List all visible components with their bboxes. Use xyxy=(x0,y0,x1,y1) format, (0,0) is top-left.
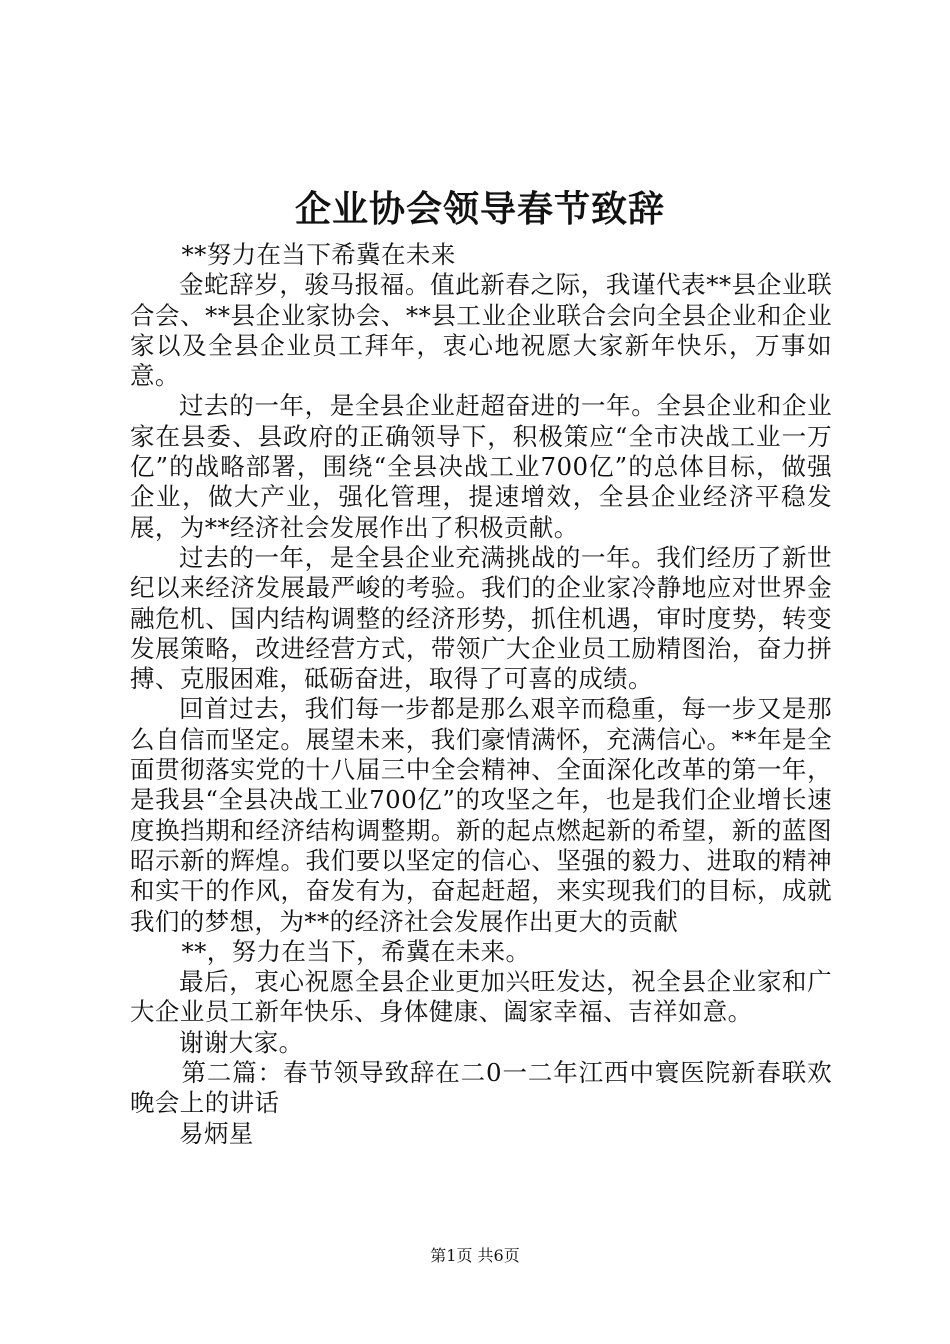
paragraph: 最后，衷心祝愿全县企业更加兴旺发达，祝全县企业家和广大企业员工新年快乐、身体健康、阖家幸福、吉祥如意。 xyxy=(130,967,832,1027)
paragraph-slogan: **，努力在当下，希冀在未来。 xyxy=(181,936,531,966)
paragraph: 过去的一年，是全县企业赶超奋进的一年。全县企业和企业家在县委、县政府的正确领导下，积极策应“全市决战工业一万亿”的战略部署，围绕“全县决战工业700亿”的总体目标，做强企业，做大产业，强化管理，提速增效，全县企业经济平稳发展，为**经济社会发展作出了积极贡献。 xyxy=(130,391,832,542)
paragraph-subtitle: **努力在当下希冀在未来 xyxy=(181,240,456,269)
paragraph-author: 易炳星 xyxy=(179,1118,254,1148)
paragraph-second-section-title: 第二篇：春节领导致辞在二0一二年江西中寰医院新春联欢晚会上的讲话 xyxy=(130,1058,832,1118)
paragraph: 回首过去，我们每一步都是那么艰辛而稳重，每一步又是那么自信而坚定。展望未来，我们豪情满怀，充满信心。**年是全面贯彻落实党的十八届三中全会精神、全面深化改革的第一年，是我县“全县决战工业700亿”的攻坚之年，也是我们企业增长速度换挡期和经济结构调整期。新的起点燃起新的希望，新的蓝图昭示新的辉煌。我们要以坚定的信心、坚强的毅力、进取的精神和实干的作风，奋发有为，奋起赶超，来实现我们的目标，成就我们的梦想，为**的经济社会发展作出更大的贡献 xyxy=(130,694,832,936)
paragraph: 过去的一年，是全县企业充满挑战的一年。我们经历了新世纪以来经济发展最严峻的考验。我们的企业家冷静地应对世界金融危机、国内结构调整的经济形势，抓住机遇，审时度势，转变发展策略，改进经营方式，带领广大企业员工励精图治，奋力拼搏、克服困难，砥砺奋进，取得了可喜的成绩。 xyxy=(130,542,832,694)
document-title: 企业协会领导春节致辞 xyxy=(294,188,665,230)
page-footer: 第1页 共6页 xyxy=(430,1246,520,1265)
paragraph: 金蛇辞岁，骏马报福。值此新春之际，我谨代表**县企业联合会、**县企业家协会、**县工业企业联合会向全县企业和企业家以及全县企业员工拜年，衷心地祝愿大家新年快乐，万事如意。 xyxy=(130,270,832,391)
paragraph-thanks: 谢谢大家。 xyxy=(179,1027,304,1057)
document-body xyxy=(130,240,832,1149)
